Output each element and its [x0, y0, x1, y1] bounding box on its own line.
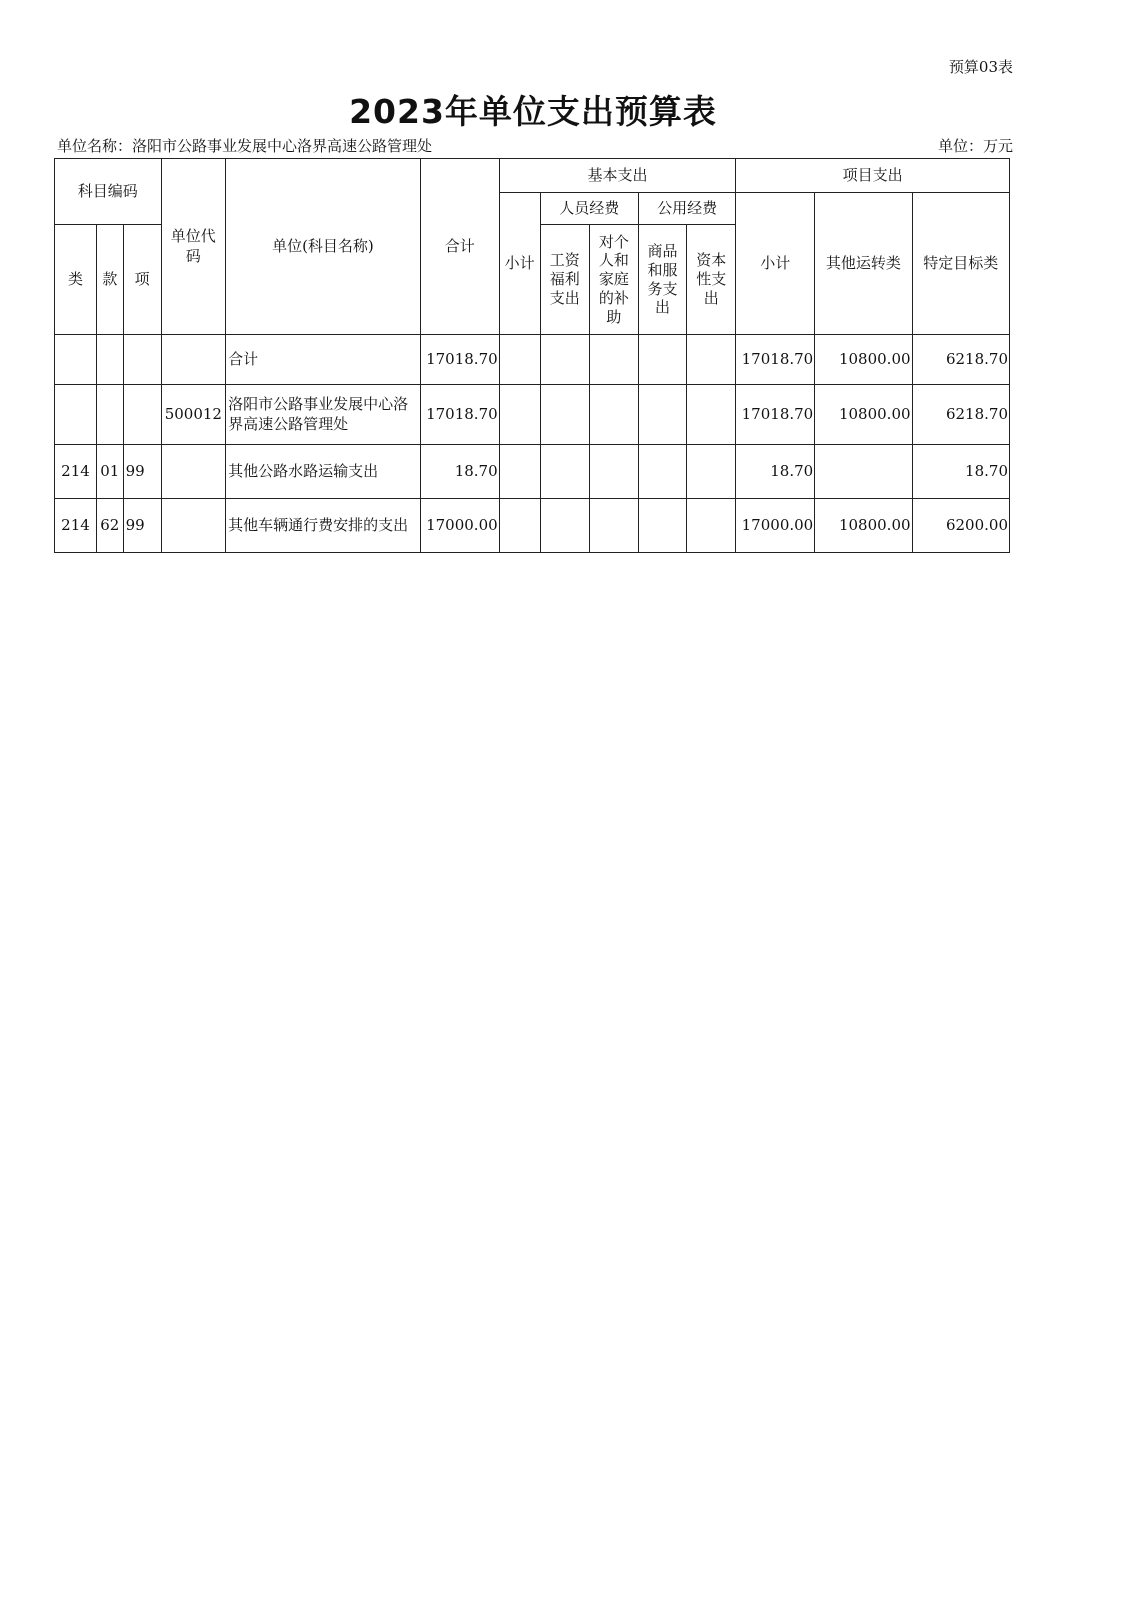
cell-other-transfer — [815, 445, 912, 499]
currency-unit: 单位：万元 — [937, 137, 1013, 155]
header-xiang: 项 — [123, 225, 161, 335]
cell-name: 洛阳市公路事业发展中心洛界高速公路管理处 — [226, 385, 421, 445]
header-wages: 工资福利支出 — [540, 225, 589, 335]
cell-unit-code — [161, 445, 226, 499]
cell-project-subtotal: 17000.00 — [736, 499, 815, 553]
cell-specific-target: 6218.70 — [912, 335, 1009, 385]
cell-wages — [540, 385, 589, 445]
header-specific-target: 特定目标类 — [912, 193, 1009, 335]
cell-lei: 214 — [55, 445, 97, 499]
table-row — [55, 385, 1010, 445]
cell-project-subtotal: 17018.70 — [736, 335, 815, 385]
cell-lei: 214 — [55, 499, 97, 553]
header-goods-services: 商品和服务支出 — [638, 225, 686, 335]
cell-name: 其他公路水路运输支出 — [226, 445, 421, 499]
header-capital: 资本性支出 — [687, 225, 736, 335]
table-row — [55, 335, 1010, 385]
header-kuan: 款 — [97, 225, 124, 335]
cell-other-transfer: 10800.00 — [815, 499, 912, 553]
cell-kuan — [97, 385, 124, 445]
cell-basic-subtotal — [499, 499, 540, 553]
form-number: 预算03表 — [948, 58, 1013, 76]
header-subject-code: 科目编码 — [55, 159, 162, 225]
cell-specific-target: 18.70 — [912, 445, 1009, 499]
cell-xiang — [123, 335, 161, 385]
cell-unit-code — [161, 335, 226, 385]
cell-goods-services — [638, 445, 686, 499]
cell-unit-code — [161, 499, 226, 553]
header-unit-subject-name: 单位(科目名称) — [226, 159, 421, 335]
cell-kuan: 62 — [97, 499, 124, 553]
unit-name: 单位名称：洛阳市公路事业发展中心洛界高速公路管理处 — [57, 137, 433, 155]
header-other-transfer: 其他运转类 — [815, 193, 912, 335]
header-basic-subtotal: 小计 — [499, 193, 540, 335]
cell-total: 17018.70 — [420, 335, 499, 385]
cell-lei — [55, 335, 97, 385]
cell-name: 其他车辆通行费安排的支出 — [226, 499, 421, 553]
cell-capital — [687, 499, 736, 553]
cell-specific-target: 6218.70 — [912, 385, 1009, 445]
table-row — [55, 445, 1010, 499]
cell-wages — [540, 445, 589, 499]
cell-kuan — [97, 335, 124, 385]
table-row — [55, 499, 1010, 553]
cell-family-subsidy — [589, 499, 638, 553]
page-title: 2023年单位支出预算表 — [349, 92, 717, 131]
cell-wages — [540, 335, 589, 385]
cell-project-subtotal: 17018.70 — [736, 385, 815, 445]
header-total: 合计 — [420, 159, 499, 335]
header-project-expense: 项目支出 — [736, 159, 1010, 193]
cell-unit-code: 500012 — [161, 385, 226, 445]
cell-basic-subtotal — [499, 335, 540, 385]
cell-total: 17018.70 — [420, 385, 499, 445]
cell-other-transfer: 10800.00 — [815, 335, 912, 385]
cell-total: 18.70 — [420, 445, 499, 499]
cell-xiang: 99 — [123, 445, 161, 499]
cell-lei — [55, 385, 97, 445]
header-family-subsidy: 对个人和家庭的补助 — [589, 225, 638, 335]
cell-family-subsidy — [589, 385, 638, 445]
header-basic-expense: 基本支出 — [499, 159, 736, 193]
cell-basic-subtotal — [499, 385, 540, 445]
cell-xiang — [123, 385, 161, 445]
cell-goods-services — [638, 335, 686, 385]
header-row-1 — [55, 159, 1010, 193]
budget-table — [54, 158, 1010, 553]
cell-total: 17000.00 — [420, 499, 499, 553]
cell-other-transfer: 10800.00 — [815, 385, 912, 445]
cell-capital — [687, 445, 736, 499]
cell-name: 合计 — [226, 335, 421, 385]
cell-kuan: 01 — [97, 445, 124, 499]
cell-wages — [540, 499, 589, 553]
cell-capital — [687, 385, 736, 445]
cell-project-subtotal: 18.70 — [736, 445, 815, 499]
cell-goods-services — [638, 385, 686, 445]
header-public-use: 公用经费 — [638, 193, 735, 225]
header-unit-code: 单位代码 — [161, 159, 226, 335]
cell-basic-subtotal — [499, 445, 540, 499]
cell-goods-services — [638, 499, 686, 553]
cell-capital — [687, 335, 736, 385]
cell-family-subsidy — [589, 335, 638, 385]
cell-specific-target: 6200.00 — [912, 499, 1009, 553]
header-personnel: 人员经费 — [540, 193, 638, 225]
cell-family-subsidy — [589, 445, 638, 499]
header-lei: 类 — [55, 225, 97, 335]
cell-xiang: 99 — [123, 499, 161, 553]
header-project-subtotal: 小计 — [736, 193, 815, 335]
